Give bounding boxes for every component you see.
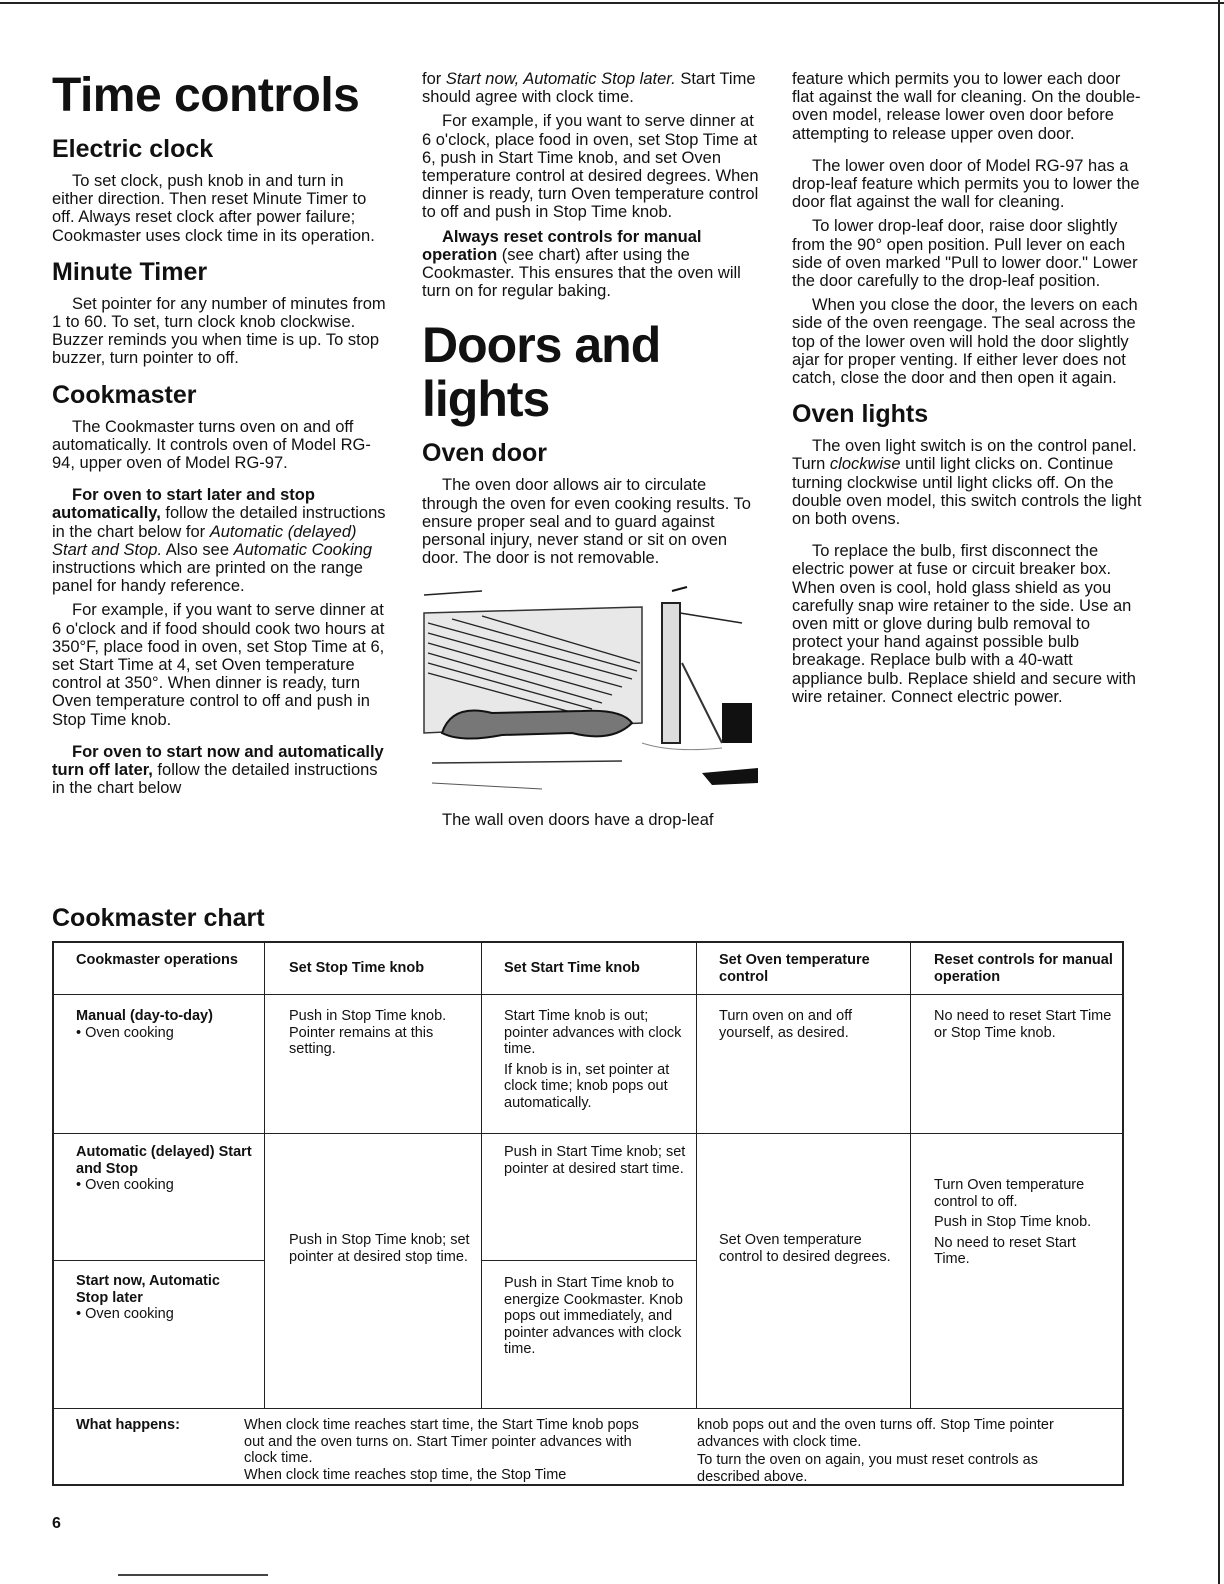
oven-door-illustration	[422, 583, 762, 801]
cookmaster-example-1: For example, if you want to serve dinner at 6 o'clock and if food should cook two hours at 350°F, place food in oven, set Stop Time at 6, set Start Time at 4, set Oven temperature control at 350°. When dinner is ready, turn Oven temperature control to off and push in Stop Time knob.	[52, 601, 385, 729]
grid-line	[54, 994, 1122, 995]
oven-lights-heading: Oven lights	[792, 400, 929, 429]
cookmaster-start-now: For oven to start now and automatically turn off later, follow the detailed instructions in the chart below	[52, 742, 384, 798]
manual-reset: No need to reset Start Time or Stop Time knob.	[934, 1008, 1112, 1041]
electric-clock-heading: Electric clock	[52, 135, 214, 163]
cookmaster-intro: The Cookmaster turns oven on and off automatically. It controls oven of Model RG-94, upper oven of Model RG-97.	[52, 417, 371, 473]
oven-lights-switch: The oven light switch is on the control panel. Turn clockwise until light clicks on. Continue turning clockwise until light clicks off. On the double oven model, this switch controls the light on both ovens.	[792, 437, 1142, 529]
oven-door-close-steps: When you close the door, the levers on each side of the oven reengage. The seal across the top of the lower oven will hold the door slightly ajar for proper venting. If either lever does not catch, close the door and then open it again.	[792, 296, 1138, 388]
header-reset: Reset controls for manual operation	[934, 952, 1113, 985]
grid-line	[696, 943, 697, 1408]
grid-line	[54, 1133, 1122, 1134]
what-happens-label: What happens:	[76, 1417, 180, 1433]
doors-lights-title: Doors and lights	[422, 317, 661, 428]
grid-line	[481, 943, 482, 1408]
page-bottom-mark	[118, 1574, 268, 1576]
cookmaster-heading: Cookmaster	[52, 380, 197, 409]
page-title: Time controls	[52, 69, 360, 122]
shared-reset: Turn Oven temperature control to off. Push in Stop Time knob. No need to reset Start Time.	[934, 1177, 1092, 1267]
column-left	[52, 70, 387, 803]
column-right	[792, 70, 1142, 712]
page-number: 6	[52, 1515, 61, 1532]
manual-start-time: Start Time knob is out; pointer advances with clock time. If knob is in, set pointer at clock time; knob pops out automatically.	[504, 1008, 682, 1111]
header-operations: Cookmaster operations	[76, 952, 238, 968]
header-stop-time: Set Stop Time knob	[289, 960, 425, 976]
header-oven-temp: Set Oven temperature control	[719, 952, 870, 985]
minute-timer-text: Set pointer for any number of minutes from 1 to 60. To set, turn clock knob clockwise. Buzzer reminds you when time is up. To stop buzzer, turn pointer to off.	[52, 294, 386, 368]
delayed-start-time: Push in Start Time knob; set pointer at desired start time.	[504, 1144, 686, 1177]
page-top-rule	[0, 2, 1224, 4]
manual-stop-time: Push in Stop Time knob. Pointer remains at this setting.	[289, 1008, 447, 1057]
electric-clock-text: To set clock, push knob in and turn in either direction. Then reset Minute Timer to off. Always reset clock after power failure; Cookmaster uses clock time in its operation.	[52, 172, 375, 245]
shared-stop-time: Push in Stop Time knob; set pointer at desired stop time.	[289, 1232, 470, 1265]
oven-door-caption-cont: feature which permits you to lower each door flat against the wall for cleaning. On the double-oven model, release lower oven door before attempting to release upper oven door.	[792, 70, 1141, 143]
manual-oven-temp: Turn oven on and off yourself, as desired.	[719, 1008, 853, 1041]
row-delayed-label: Automatic (delayed) Start and Stop • Oven cooking	[76, 1144, 252, 1193]
cookmaster-start-now-cont: for Start now, Automatic Stop later. Start Time should agree with clock time.	[422, 70, 756, 107]
shared-oven-temp: Set Oven temperature control to desired degrees.	[719, 1232, 891, 1265]
oven-lights-bulb: To replace the bulb, first disconnect the electric power at fuse or circuit breaker box. When oven is cool, hold glass shield as you carefully snap wire retainer to the side. Use an oven mitt or glove during bulb removal to protect your hand against possible bulb breakage. Replace bulb with a 40-watt appliance bulb. Replace shield and secure with wire retainer. Connect electric power.	[792, 542, 1136, 706]
oven-door-caption: The wall oven doors have a drop-leaf	[442, 811, 714, 830]
cookmaster-chart-title: Cookmaster chart	[52, 904, 265, 932]
oven-door-text: The oven door allows air to circulate through the oven for even cooking results. To ensure proper seal and to guard against personal injury, never stand or sit on oven door. The door is not removable.	[422, 476, 751, 568]
what-happens-text-1: When clock time reaches start time, the Start Time knob pops out and the oven turns on. Start Timer pointer advances with clock time. When clock time reaches stop time, the Stop Time	[244, 1417, 639, 1483]
oven-door-heading: Oven door	[422, 439, 548, 468]
cookmaster-example-2: For example, if you want to serve dinner at 6 o'clock, place food in oven, set Stop Time at 6, push in Start Time knob, and set Oven temperature control at desired degrees. When dinner is ready, turn Oven temperature control to off and push in Stop Time knob.	[422, 112, 759, 222]
cookmaster-start-later: For oven to start later and stop automatically, follow the detailed instructions in the chart below for Automatic (delayed) Start and Stop. Also see Automatic Cooking instructions which are printed on the range panel for handy reference.	[52, 486, 386, 596]
grid-line	[54, 1260, 264, 1261]
cookmaster-reset-note: Always reset controls for manual operation (see chart) after using the Cookmaster. This ensures that the oven will turn on for regular baking.	[422, 227, 741, 301]
oven-door-rg97: The lower oven door of Model RG-97 has a drop-leaf feature which permits you to lower the door flat against the wall for cleaning.	[792, 156, 1140, 212]
row-manual-label: Manual (day-to-day) • Oven cooking	[76, 1008, 213, 1041]
what-happens-text-2: knob pops out and the oven turns off. Stop Time pointer advances with clock time. To turn the oven on again, you must reset controls as described above.	[697, 1417, 1054, 1485]
cookmaster-chart-table	[52, 941, 1124, 1486]
column-middle	[422, 70, 762, 830]
oven-door-lower-steps: To lower drop-leaf door, raise door slightly from the 90° open position. Pull lever on each side of oven marked "Pull to lower door." Lower the door carefully to the drop-leaf position.	[792, 217, 1138, 291]
grid-line	[910, 943, 911, 1408]
row-startnow-label: Start now, Automatic Stop later • Oven cooking	[76, 1273, 220, 1322]
grid-line	[481, 1260, 696, 1261]
minute-timer-heading: Minute Timer	[52, 257, 208, 286]
page-right-rule	[1218, 0, 1220, 1584]
grid-line	[264, 943, 265, 1408]
startnow-start-time: Push in Start Time knob to energize Cookmaster. Knob pops out immediately, and pointer advances with clock time.	[504, 1275, 683, 1357]
header-start-time: Set Start Time knob	[504, 960, 640, 976]
